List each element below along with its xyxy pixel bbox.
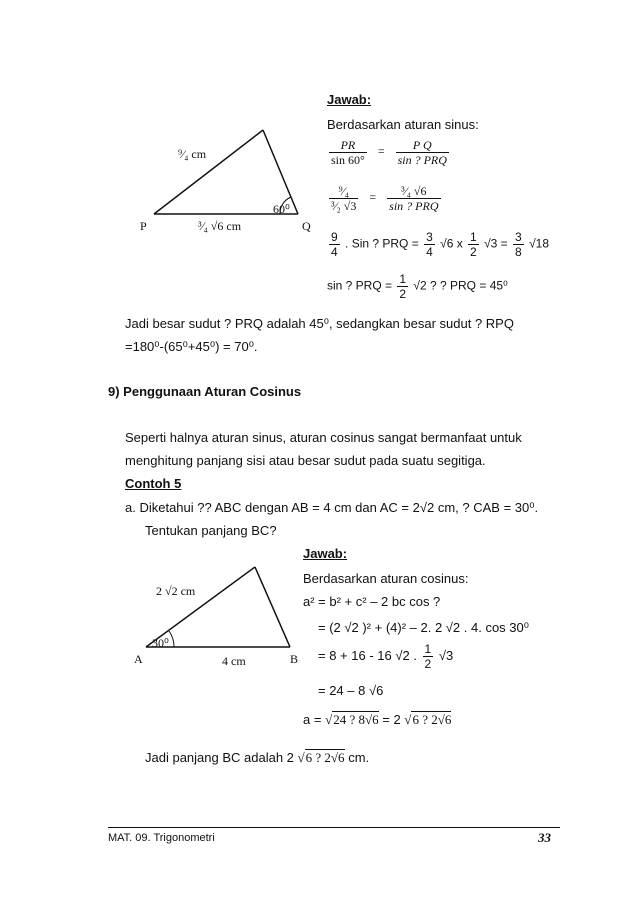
cosine-step-5-root2: √6 ? 2√6 — [404, 712, 452, 727]
eq3-frac2-den: 4 — [426, 245, 433, 259]
eq3-sin-prq: . Sin ? PRQ = — [345, 236, 419, 251]
jawab-heading-2: Jawab: — [303, 546, 348, 561]
eq1-left-num: PR — [329, 138, 367, 153]
cosine-step-5-eq: = 2 — [382, 712, 401, 727]
final-answer-radicand: 6 ? 2√6 — [305, 750, 345, 765]
final-answer-text: Jadi panjang BC adalah 2 — [145, 750, 294, 765]
vertex-a-label: A — [134, 652, 143, 666]
side-ac — [146, 567, 255, 647]
cosine-step-4: = 24 – 8 √6 — [318, 683, 384, 698]
sine-rule-intro: Berdasarkan aturan sinus: — [327, 117, 479, 132]
eq3-sqrt18: √18 — [529, 236, 549, 251]
angle-q-label: 60⁰ — [273, 202, 290, 216]
cosine-step-5-lhs: a = — [303, 712, 322, 727]
eq1-left-den: sin 60° — [331, 153, 365, 167]
cosine-rule-intro: Berdasarkan aturan cosinus: — [303, 571, 469, 586]
vertex-q-label: Q — [302, 219, 311, 233]
eq2-left-num: ⁹⁄₄ — [329, 184, 358, 199]
section-heading: 9) Penggunaan Aturan Cosinus — [108, 384, 302, 399]
side-ac-label: 2 √2 cm — [156, 584, 196, 598]
cosine-step-5-radicand1: 24 ? 8√6 — [333, 712, 379, 727]
eq2-right-den: sin ? PRQ — [389, 199, 439, 213]
side-cb — [255, 567, 290, 647]
cosine-step-3-den: 2 — [424, 657, 432, 671]
eq4-frac-num: 1 — [399, 272, 407, 286]
vertex-p-label: P — [140, 219, 147, 233]
example-5-heading: Contoh 5 — [125, 476, 182, 491]
final-answer-unit: cm. — [348, 750, 370, 765]
cosine-step-5-radicand2: 6 ? 2√6 — [412, 712, 452, 727]
cosine-step-3-text: = 8 + 16 - 16 √2 . — [318, 647, 417, 663]
cosine-step-3-sqrt3: √3 — [438, 647, 454, 663]
conclusion-line-1: Jadi besar sudut ? PRQ adalah 45⁰, sedangkan besar sudut ? RPQ — [125, 316, 514, 331]
angle-a-arc — [169, 631, 174, 647]
eq3-frac1-num: 9 — [331, 230, 338, 244]
cosine-step-1: a² = b² + c² – 2 bc cos ? — [303, 594, 441, 609]
eq3-frac4-den: 8 — [515, 245, 522, 259]
eq3-sqrt3-eq: √3 = — [484, 236, 508, 251]
cosine-step-3-num: 1 — [424, 642, 432, 656]
section-paragraph-line-2: menghitung panjang sisi atau besar sudut pada suatu segitiga. — [125, 453, 486, 468]
side-pr-label: ⁹⁄₄ cm — [178, 147, 207, 161]
eq4-result: √2 ? ? PRQ = 45⁰ — [413, 278, 508, 293]
eq1-right-den: sin ? PRQ — [397, 153, 447, 167]
footer-module-title: MAT. 09. Trigonometri — [108, 832, 215, 844]
eq2-left-den: ³⁄₂ √3 — [331, 199, 357, 213]
eq3-frac4-num: 3 — [515, 230, 522, 244]
cosine-step-5 — [303, 712, 451, 728]
eq3-frac2-num: 3 — [426, 230, 433, 244]
side-ab-label: 4 cm — [222, 654, 246, 668]
angle-a-label: 30⁰ — [152, 636, 169, 650]
footer-rule — [108, 827, 560, 828]
eq2-equals: = — [369, 190, 377, 205]
page-number: 33 — [538, 830, 551, 845]
eq4-sin-prq: sin ? PRQ = — [327, 278, 393, 293]
final-answer-root: √6 ? 2√6 — [297, 750, 345, 765]
eq3-frac3-den: 2 — [470, 245, 477, 259]
sine-equation-3 — [327, 230, 549, 259]
eq4-frac-den: 2 — [399, 287, 407, 301]
cosine-step-3 — [318, 642, 453, 671]
conclusion-line-2: =180⁰-(65⁰+45⁰) = 70⁰. — [125, 339, 258, 354]
side-pq-label: ³⁄₄ √6 cm — [198, 219, 242, 233]
side-pr — [154, 130, 263, 214]
eq3-sqrt6-times: √6 x — [440, 236, 463, 251]
cosine-step-5-root1: √24 ? 8√6 — [325, 712, 379, 727]
question-a-line-1: a. Diketahui ?? ABC dengan AB = 4 cm dan AC = 2√2 cm, ? CAB = 30⁰. — [125, 500, 539, 515]
triangle-pqr-figure — [140, 120, 325, 240]
sine-equation-2 — [327, 184, 443, 213]
sine-equation-4 — [327, 272, 508, 301]
cosine-step-2: = (2 √2 )² + (4)² – 2. 2 √2 . 4. cos 30⁰ — [318, 620, 529, 635]
sine-equation-1 — [327, 138, 451, 167]
eq3-frac3-num: 1 — [470, 230, 477, 244]
eq3-frac1-den: 4 — [331, 245, 338, 259]
question-a-line-2: Tentukan panjang BC? — [145, 523, 277, 538]
eq1-right-num: P Q — [396, 138, 449, 153]
final-answer — [145, 750, 369, 766]
vertex-b-label: B — [290, 652, 299, 666]
triangle-abc-figure — [130, 555, 305, 675]
eq1-equals: = — [377, 144, 385, 159]
section-paragraph-line-1: Seperti halnya aturan sinus, aturan cosinus sangat bermanfaat untuk — [125, 430, 522, 445]
jawab-heading-1: Jawab: — [327, 92, 372, 107]
eq2-right-num: ³⁄₄ √6 — [387, 184, 440, 199]
